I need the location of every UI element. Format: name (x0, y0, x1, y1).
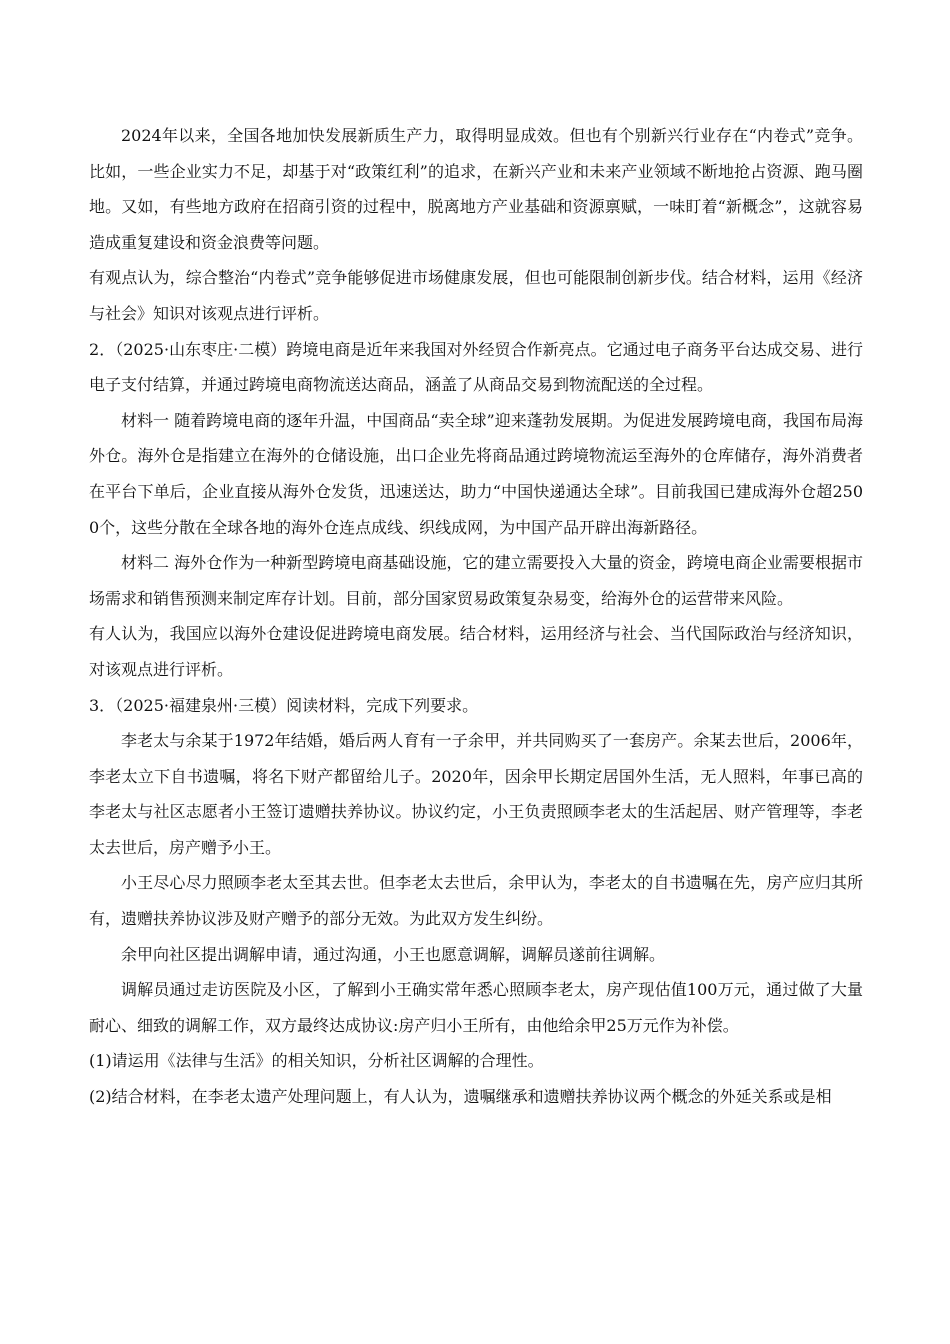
document-body (89, 118, 863, 1115)
question-3-material-3: 余甲向社区提出调解申请，通过沟通，小王也愿意调解，调解员遂前往调解。 (121, 944, 666, 964)
question-2-material-1: 材料一 随着跨境电商的逐年升温，中国商品“卖全球”迎来蓬勃发展期。为促进发展跨境电商，我国布局海外仓。海外仓是指建立在海外的仓储设施，出口企业先将商品通过跨境物流运至海外的仓库储存，海外消费者在平台下单后，企业直接从海外仓发货，迅速送达，助力“中国快递通达全球”。目前我国已建成海外仓超2500个，这些分散在全球各地的海外仓连点成线、织线成网，为中国产品开辟出海新路径。 (89, 410, 863, 537)
question-3-material-2: 小王尽心尽力照顾李老太至其去世。但李老太去世后，余甲认为，李老太的自书遗嘱在先，房产应归其所有，遗赠扶养协议涉及财产赠予的部分无效。为此双方发生纠纷。 (89, 873, 863, 929)
question-2-material-2: 材料二 海外仓作为一种新型跨境电商基础设施，它的建立需要投入大量的资金，跨境电商企业需要根据市场需求和销售预测来制定库存计划。目前，部分国家贸易政策复杂易变，给海外仓的运营带来风险。 (89, 553, 863, 608)
question-3-material-4: 调解员通过走访医院及小区，了解到小王确实常年悉心照顾李老太，房产现估值100万元，通过做了大量耐心、细致的调解工作，双方最终达成协议:房产归小王所有，由他给余甲25万元作为补偿。 (89, 980, 863, 1035)
question-3-material-1: 李老太与余某于1972年结婚，婚后两人育有一子余甲，并共同购买了一套房产。余某去世后，2006年，李老太立下自书遗嘱，将名下财产都留给儿子。2020年，因余甲长期定居国外生活，无人照料，年事已高的李老太与社区志愿者小王签订遗赠扶养协议。协议约定，小王负责照顾李老太的生活起居、财产管理等，李老太去世后，房产赠予小王。 (89, 731, 863, 857)
question-1-prompt: 有观点认为，综合整治“内卷式”竞争能够促进市场健康发展，但也可能限制创新步伐。结合材料，运用《经济与社会》知识对该观点进行评析。 (89, 268, 863, 323)
question-3-header: 3．（2025·福建泉州·三模）阅读材料，完成下列要求。 (89, 695, 479, 715)
question-3-sub-1: (1)请运用《法律与生活》的相关知识，分析社区调解的合理性。 (89, 1051, 544, 1071)
question-2-prompt: 有人认为，我国应以海外仓建设促进跨境电商发展。结合材料，运用经济与社会、当代国际政治与经济知识，对该观点进行评析。 (89, 624, 863, 679)
question-2-header: 2．（2025·山东枣庄·二模）跨境电商是近年来我国对外经贸合作新亮点。它通过电子商务平台达成交易、进行电子支付结算，并通过跨境电商物流送达商品，涵盖了从商品交易到物流配送的全过程。 (89, 339, 863, 395)
question-3-sub-2: (2)结合材料，在李老太遗产处理问题上，有人认为，遗嘱继承和遗赠扶养协议两个概念的外延关系或是相 (89, 1087, 832, 1107)
paragraph-intro: 2024年以来，全国各地加快发展新质生产力，取得明显成效。但也有个别新兴行业存在“内卷式”竞争。比如，一些企业实力不足，却基于对“政策红利”的追求，在新兴产业和未来产业领域不断地抢占资源、跑马圈地。又如，有些地方政府在招商引资的过程中，脱离地方产业基础和资源禀赋，一味盯着“新概念”，这就容易造成重复建设和资金浪费等问题。 (89, 126, 863, 252)
